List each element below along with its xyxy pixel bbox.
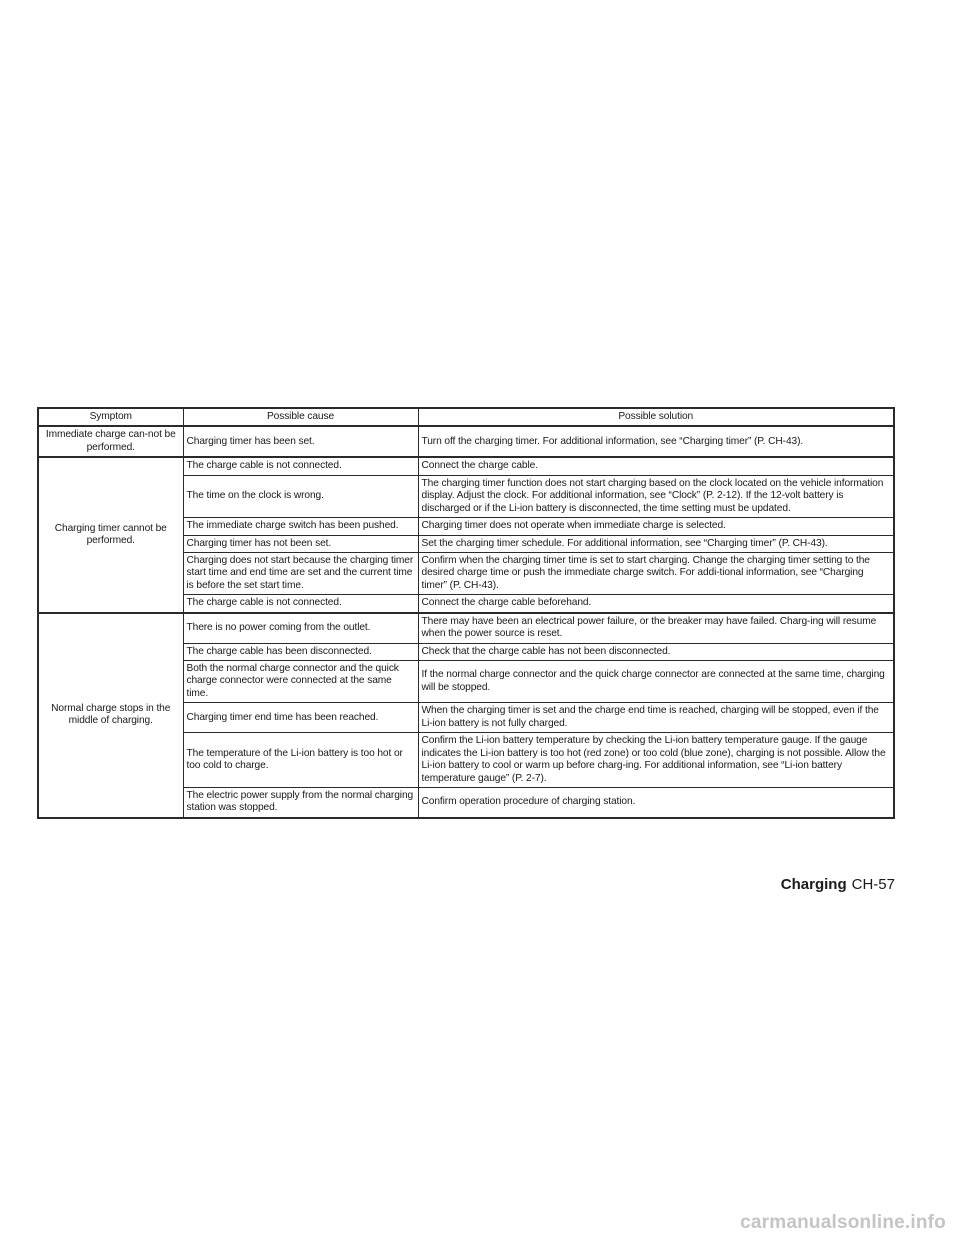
symptom-group: [38, 613, 894, 818]
cause-cell: Both the normal charge connector and the quick charge connector were connected at the same time.: [183, 661, 418, 703]
solution-cell: Confirm operation procedure of charging station.: [418, 787, 894, 817]
solution-cell: Charging timer does not operate when immediate charge is selected.: [418, 518, 894, 535]
cause-cell: The time on the clock is wrong.: [183, 475, 418, 517]
cause-cell: Charging does not start because the charging timer start time and end time are set and the current time is before the set start time.: [183, 552, 418, 594]
solution-cell: If the normal charge connector and the quick charge connector are connected at the same time, charging will be stopped.: [418, 661, 894, 703]
header-possible-cause: Possible cause: [183, 408, 418, 426]
cause-cell: Charging timer has not been set.: [183, 535, 418, 552]
solution-cell: Connect the charge cable.: [418, 457, 894, 475]
header-possible-solution: Possible solution: [418, 408, 894, 426]
symptom-group: [38, 426, 894, 457]
symptom-cell: Normal charge stops in the middle of charging.: [38, 613, 183, 818]
table-row: [38, 457, 894, 475]
watermark: carmanualsonline.info: [740, 1212, 946, 1233]
page-number: CH-57: [851, 876, 895, 893]
symptom-cell: Charging timer cannot be performed.: [38, 457, 183, 612]
table-row: [38, 613, 894, 643]
solution-cell: Set the charging timer schedule. For additional information, see “Charging timer” (P. CH-43).: [418, 535, 894, 552]
solution-cell: Turn off the charging timer. For additional information, see “Charging timer” (P. CH-43).: [418, 426, 894, 457]
section-title: Charging: [780, 876, 847, 893]
solution-cell: Confirm when the charging timer time is set to start charging. Change the charging timer setting to the desired charge time or push the immediate charge switch. For addi-tional information, see “Charging timer” (P. CH-43).: [418, 552, 894, 594]
cause-cell: Charging timer end time has been reached.: [183, 703, 418, 733]
cause-cell: The charge cable is not connected.: [183, 457, 418, 475]
page-footer: [781, 876, 895, 893]
cause-cell: Charging timer has been set.: [183, 426, 418, 457]
solution-cell: Connect the charge cable beforehand.: [418, 595, 894, 613]
solution-cell: Check that the charge cable has not been disconnected.: [418, 643, 894, 660]
solution-cell: The charging timer function does not start charging based on the clock located on the vehicle information display. Adjust the clock. For additional information, see “Clock” (P. 2-12). If the 12-volt battery is discharged or if the Li-ion battery is disconnected, the time setting must be updated.: [418, 475, 894, 517]
cause-cell: There is no power coming from the outlet.: [183, 613, 418, 643]
cause-cell: The charge cable is not connected.: [183, 595, 418, 613]
solution-cell: When the charging timer is set and the charge end time is reached, charging will be stopped, even if the Li-ion battery is not fully charged.: [418, 703, 894, 733]
solution-cell: Confirm the Li-ion battery temperature by checking the Li-ion battery temperature gauge. If the gauge indicates the Li-ion battery is too hot (red zone) or too cold (blue zone), charging is not possible. Allow the Li-ion battery to cool or warm up before charg-ing. For additional information, see “Li-ion battery temperature gauge” (P. 2-7).: [418, 733, 894, 788]
symptom-group: [38, 457, 894, 612]
cause-cell: The electric power supply from the normal charging station was stopped.: [183, 787, 418, 817]
cause-cell: The charge cable has been disconnected.: [183, 643, 418, 660]
table-row: [38, 426, 894, 457]
solution-cell: There may have been an electrical power failure, or the breaker may have failed. Charg-ing will resume when the power source is reset.: [418, 613, 894, 643]
troubleshooting-table: [37, 407, 895, 819]
header-symptom: Symptom: [38, 408, 183, 426]
cause-cell: The immediate charge switch has been pushed.: [183, 518, 418, 535]
symptom-cell: Immediate charge can-not be performed.: [38, 426, 183, 457]
cause-cell: The temperature of the Li-ion battery is too hot or too cold to charge.: [183, 733, 418, 788]
table-header-row: [38, 408, 894, 426]
